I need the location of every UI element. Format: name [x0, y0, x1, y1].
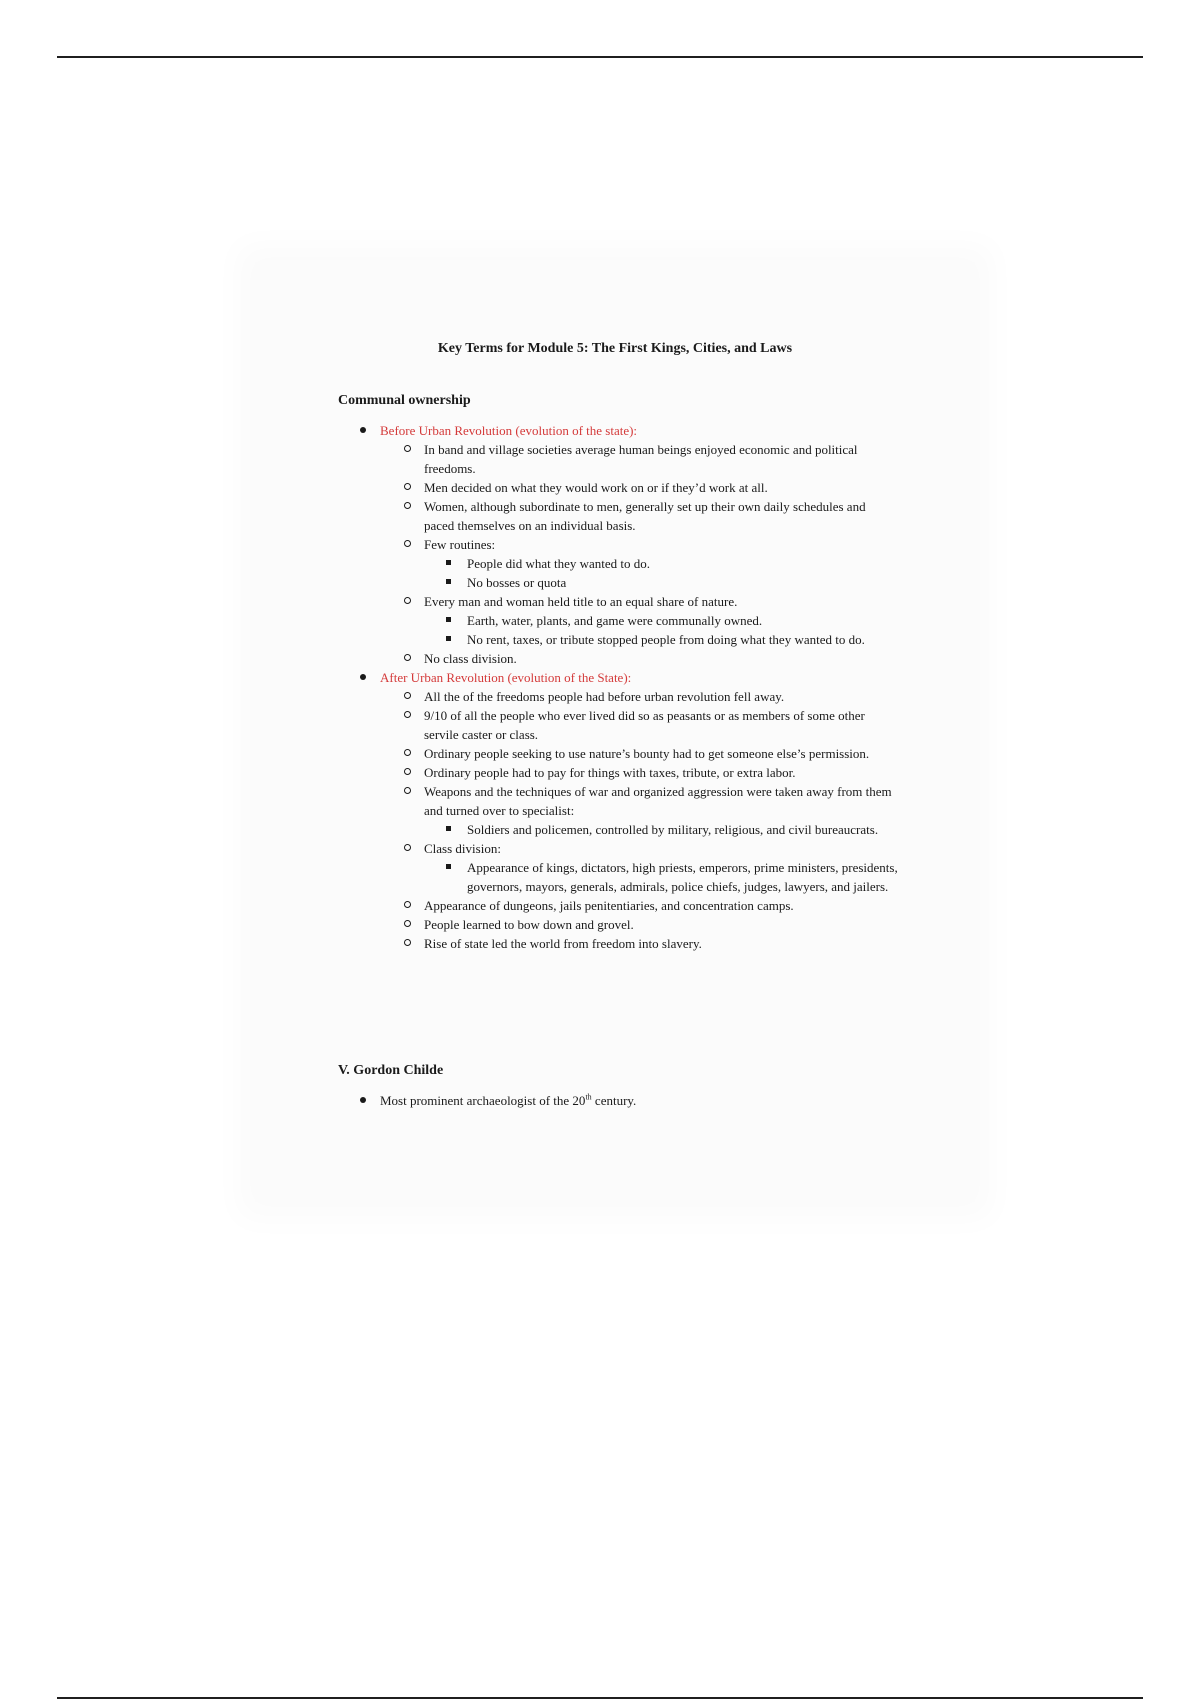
section-heading-v-gordon-childe: V. Gordon Childe: [338, 1063, 444, 1078]
list-item: 9/10 of all the people who ever lived did so as peasants or as members of some other servile caster or class.: [338, 706, 898, 744]
list-item: No bosses or quota: [338, 573, 898, 592]
square-bullet-icon: [446, 826, 451, 831]
list-item: No class division.: [338, 649, 898, 668]
list-item: Ordinary people had to pay for things with taxes, tribute, or extra labor.: [338, 763, 898, 782]
list-item: Few routines:: [338, 535, 898, 554]
v-gordon-childe-list: [338, 1091, 898, 1110]
hollow-bullet-icon: [404, 711, 411, 718]
square-bullet-icon: [446, 617, 451, 622]
top-rule: [57, 56, 1143, 58]
list-item: People did what they wanted to do.: [338, 554, 898, 573]
list-item: Appearance of dungeons, jails penitentiaries, and concentration camps.: [338, 896, 898, 915]
hollow-bullet-icon: [404, 768, 411, 775]
section-heading-communal-ownership: Communal ownership: [338, 393, 471, 408]
square-bullet-icon: [446, 636, 451, 641]
list-item: Every man and woman held title to an equal share of nature.: [338, 592, 898, 611]
square-bullet-icon: [446, 579, 451, 584]
bullet-icon: [360, 1097, 366, 1103]
list-item: Most prominent archaeologist of the 20th century.: [338, 1091, 898, 1110]
list-item: Soldiers and policemen, controlled by military, religious, and civil bureaucrats.: [338, 820, 898, 839]
hollow-bullet-icon: [404, 939, 411, 946]
hollow-bullet-icon: [404, 597, 411, 604]
communal-ownership-list: [338, 421, 898, 953]
hollow-bullet-icon: [404, 445, 411, 452]
hollow-bullet-icon: [404, 920, 411, 927]
list-item: Appearance of kings, dictators, high priests, emperors, prime ministers, presidents, governors, mayors, generals, admirals, police chiefs, judges, lawyers, and jailers.: [338, 858, 898, 896]
bullet-icon: [360, 674, 366, 680]
hollow-bullet-icon: [404, 540, 411, 547]
hollow-bullet-icon: [404, 749, 411, 756]
hollow-bullet-icon: [404, 502, 411, 509]
hollow-bullet-icon: [404, 692, 411, 699]
list-item: Earth, water, plants, and game were communally owned.: [338, 611, 898, 630]
square-bullet-icon: [446, 560, 451, 565]
list-item: No rent, taxes, or tribute stopped people from doing what they wanted to do.: [338, 630, 898, 649]
list-item: Weapons and the techniques of war and organized aggression were taken away from them and turned over to specialist:: [338, 782, 898, 820]
hollow-bullet-icon: [404, 654, 411, 661]
list-item: Men decided on what they would work on or if they’d work at all.: [338, 478, 898, 497]
bullet-icon: [360, 427, 366, 433]
list-item: In band and village societies average human beings enjoyed economic and political freedoms.: [338, 440, 898, 478]
list-item: All the of the freedoms people had before urban revolution fell away.: [338, 687, 898, 706]
document-title: Key Terms for Module 5: The First Kings, Cities, and Laws: [437, 341, 793, 356]
list-item-before-urban-revolution: Before Urban Revolution (evolution of the state):: [338, 421, 898, 440]
list-item: Ordinary people seeking to use nature’s bounty had to get someone else’s permission.: [338, 744, 898, 763]
hollow-bullet-icon: [404, 483, 411, 490]
list-item-after-urban-revolution: After Urban Revolution (evolution of the State):: [338, 668, 898, 687]
bottom-rule: [57, 1697, 1143, 1699]
hollow-bullet-icon: [404, 901, 411, 908]
list-item: Class division:: [338, 839, 898, 858]
list-item: Rise of state led the world from freedom into slavery.: [338, 934, 898, 953]
square-bullet-icon: [446, 864, 451, 869]
list-item: People learned to bow down and grovel.: [338, 915, 898, 934]
list-item: Women, although subordinate to men, generally set up their own daily schedules and paced themselves on an individual basis.: [338, 497, 898, 535]
hollow-bullet-icon: [404, 844, 411, 851]
hollow-bullet-icon: [404, 787, 411, 794]
